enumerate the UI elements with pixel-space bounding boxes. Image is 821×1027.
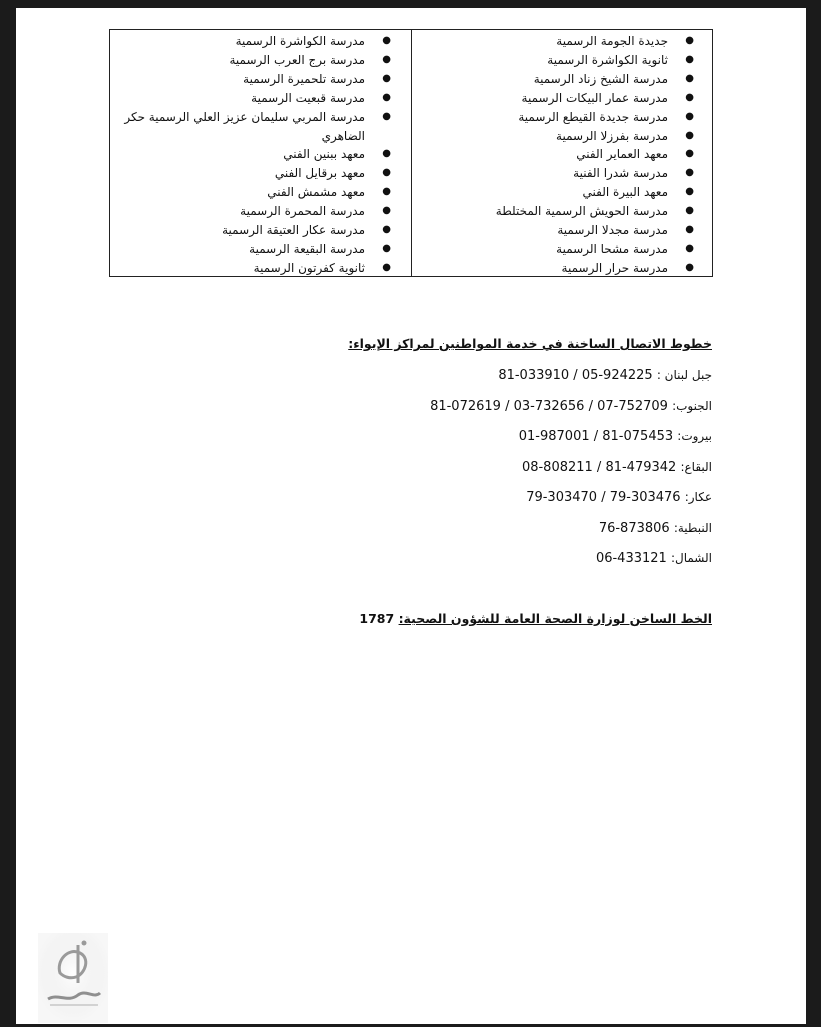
school-name: مدرسة جديدة القيطع الرسمية — [518, 109, 668, 124]
bullet-icon: ● — [382, 35, 391, 46]
school-name: ثانوية كفرتون الرسمية — [253, 260, 365, 275]
hotline-row — [430, 397, 712, 428]
bullet-icon: ● — [382, 167, 391, 179]
hotline-region: الشمال: — [670, 551, 712, 565]
school-name: مدرسة برج العرب الرسمية — [229, 52, 365, 67]
hotlines-list — [430, 366, 712, 580]
bullet-icon: ● — [685, 242, 694, 254]
school-item — [110, 259, 391, 278]
bullet-icon: ● — [685, 129, 694, 141]
bullet-icon: ● — [382, 242, 391, 254]
school-name: مدرسة بفرزلا الرسمية — [556, 128, 668, 143]
hotline-row — [430, 366, 712, 397]
bullet-icon: ● — [382, 224, 391, 236]
school-name: مدرسة المحمرة الرسمية — [240, 204, 365, 219]
bullet-icon: ● — [382, 186, 391, 198]
school-name: مدرسة حرار الرسمية — [561, 260, 668, 275]
school-item — [412, 127, 694, 146]
school-item — [110, 70, 391, 89]
hotline-region: بيروت: — [677, 429, 712, 443]
bullet-icon: ● — [685, 53, 694, 65]
bullet-icon: ● — [685, 91, 694, 103]
bullet-icon: ● — [382, 148, 391, 160]
school-name: مدرسة قبعيت الرسمية — [251, 90, 365, 105]
school-name: معهد برقايل الفني — [274, 166, 365, 181]
bullet-icon: ● — [382, 53, 391, 65]
hotline-row — [430, 519, 712, 550]
bullet-icon: ● — [685, 186, 694, 198]
school-name: جديدة الجومة الرسمية — [556, 34, 668, 48]
school-item — [412, 51, 694, 70]
school-name: مدرسة الشيخ زناد الرسمية — [533, 71, 668, 86]
hotline-numbers: 01-987001 / 81-075453 — [518, 429, 674, 444]
bullet-icon: ● — [382, 91, 391, 103]
bullet-icon: ● — [685, 261, 694, 273]
bullet-icon: ● — [382, 72, 391, 84]
bullet-icon: ● — [685, 205, 694, 217]
bullet-icon: ● — [685, 148, 694, 160]
hotline-numbers: 79-303470 / 79-303476 — [526, 490, 681, 505]
schools-column-left — [110, 30, 411, 276]
school-item — [110, 51, 391, 70]
hotline-numbers: 76-873806 — [598, 520, 670, 536]
school-name: معهد العماير الفني — [576, 147, 668, 162]
school-name: مدرسة البقيعة الرسمية — [249, 241, 365, 256]
school-name: مدرسة شدرا الفنية — [573, 166, 668, 181]
schools-list-right — [412, 32, 694, 278]
school-name: مدرسة المربي سليمان عزيز العلي الرسمية حكر الضاهري — [124, 109, 365, 143]
ministry-hotline — [359, 611, 712, 626]
school-item — [412, 240, 694, 259]
bullet-icon: ● — [685, 167, 694, 179]
school-name: مدرسة الحويش الرسمية المختلطة — [495, 204, 668, 219]
ministry-hotline-label: الخط الساخن لوزارة الصحة العامة للشؤون الصحية: — [398, 611, 712, 626]
school-item — [110, 145, 391, 164]
school-item — [412, 145, 694, 164]
school-item — [412, 108, 694, 127]
school-item — [412, 221, 694, 240]
hotline-numbers: 81-033910 / 05-924225 — [498, 368, 653, 383]
logo-icon — [38, 933, 108, 1023]
hotline-region: عكار: — [684, 490, 712, 504]
hotline-row — [430, 488, 712, 519]
ministry-hotline-number: 1787 — [359, 611, 395, 626]
hotline-title: خطوط الاتصال الساخنة في خدمة المواطنين لمراكز الإيواء: — [348, 336, 712, 351]
hotline-numbers: 81-072619 / 03-732656 / 07-752709 — [430, 398, 668, 414]
school-name: مدرسة عكار العتيقة الرسمية — [222, 223, 365, 238]
school-name: معهد مشمش الفني — [267, 185, 365, 200]
hotline-numbers: 06-433121 — [595, 551, 667, 566]
school-item — [412, 70, 694, 89]
hotline-row — [430, 549, 712, 580]
school-name: مدرسة عمار البيكات الرسمية — [521, 90, 668, 105]
school-name: مدرسة الكواشرة الرسمية — [235, 34, 365, 48]
hotline-numbers: 08-808211 / 81-479342 — [521, 459, 677, 475]
school-item — [412, 32, 694, 51]
schools-table — [109, 29, 713, 277]
schools-column-right — [411, 30, 712, 276]
hotline-row — [430, 458, 712, 489]
bullet-icon: ● — [382, 261, 391, 273]
school-name: معهد البيرة الفني — [582, 185, 668, 200]
school-item — [110, 164, 391, 183]
bullet-icon: ● — [685, 35, 694, 46]
bullet-icon: ● — [685, 72, 694, 84]
school-item — [412, 89, 694, 108]
school-name: ثانوية الكواشرة الرسمية — [547, 52, 668, 67]
hotline-region: النبطية: — [673, 520, 712, 535]
schools-list-left — [110, 32, 391, 278]
school-name: معهد ببنين الفني — [283, 147, 365, 162]
bullet-icon: ● — [685, 110, 694, 122]
school-name: مدرسة مجدلا الرسمية — [557, 223, 668, 238]
school-item — [412, 164, 694, 183]
school-item — [110, 89, 391, 108]
watermark-logo — [38, 933, 108, 1023]
hotline-row — [430, 427, 712, 458]
school-item — [110, 221, 391, 240]
school-item — [110, 108, 391, 146]
school-item — [110, 240, 391, 259]
hotline-region: جبل لبنان : — [656, 368, 712, 382]
hotline-region: البقاع: — [680, 459, 712, 474]
hotline-region: الجنوب: — [672, 398, 712, 413]
bullet-icon: ● — [382, 110, 391, 122]
school-item — [412, 183, 694, 202]
school-item — [110, 32, 391, 51]
document-page — [16, 8, 806, 1024]
bullet-icon: ● — [382, 205, 391, 217]
school-item — [412, 202, 694, 221]
school-name: مدرسة تلحميرة الرسمية — [243, 71, 365, 86]
school-name: مدرسة مشحا الرسمية — [556, 241, 668, 256]
school-item — [412, 259, 694, 278]
bullet-icon: ● — [685, 224, 694, 236]
school-item — [110, 183, 391, 202]
school-item — [110, 202, 391, 221]
